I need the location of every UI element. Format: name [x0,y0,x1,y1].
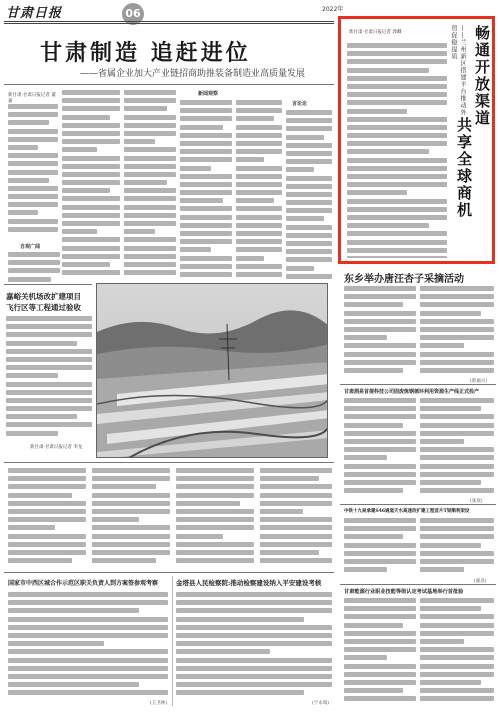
right-headline-4: 甘肃能源行业职业技能等级认定考试基地举行首批验 [344,589,464,595]
left-column-heading: 自观广闻 [20,244,41,250]
photo-story-text [6,316,92,436]
lower-column-3 [176,468,254,568]
lead-column-1 [8,104,58,239]
lead-headline: 甘肃制造 追赶进位 [40,40,251,66]
right-article-3-col-b [420,518,494,578]
section-label-commentary: 言论论 [292,101,308,107]
bottom-article-1-text [8,592,168,697]
lead-column-3 [124,90,176,280]
right-article-4-col-b [420,598,494,706]
lead-column-4 [180,100,232,280]
bottom-article-2-text [176,592,332,697]
lower-column-1 [8,468,86,568]
lower-column-4 [260,468,332,568]
right-article-2-col-b [420,398,494,498]
lead-column-6 [286,110,332,280]
feature-byline: 新甘肃·甘肃日报记者 郭卿 [349,30,402,35]
lead-column-1b [8,252,60,284]
photo-credit: 新甘肃·甘肃日报记者 李龙 [30,445,83,450]
right-divider-2 [340,504,496,505]
right-headline-1: 东乡举办唐汪杏子采摘活动 [344,274,464,285]
lower-column-2 [92,468,170,568]
bottom-divider [4,572,334,573]
bottom-article-2-source: (宁永瑞) [312,701,330,706]
right-divider-3 [340,584,496,585]
newspaper-logo: 甘肃日报 [6,6,63,21]
mid-divider [4,462,334,463]
right-article-4-col-a [344,598,416,706]
issue-date: 2022年 [322,6,344,13]
right-article-3-source: (嘉彦) [474,579,487,584]
right-article-1-col-a [344,286,416,378]
feature-subtitle: ——兰州新区搭建平台推动外贸促稳提质 [450,25,466,116]
aerial-landscape-image [97,284,328,458]
right-headline-2: 甘肃酒泉首提科技公司固废炼钢循环利用资源生产线正式投产 [344,389,480,395]
lead-divider [4,84,334,85]
feature-title-col1: 畅通开放渠道 [473,25,491,127]
right-article-1-source: (新福兴) [470,379,488,384]
right-article-2-source: (张欢) [470,499,483,504]
feature-title-col2: 共享全球商机 [455,117,473,219]
feature-box [338,16,495,264]
section-label-news: 新闻观察 [198,91,219,97]
lead-subhead: ——省属企业加大产业链招商助推装备制造业高质量发展 [80,69,306,79]
page-number-badge: 06 [122,3,144,25]
right-headline-3: 中铁十九局承建S46通道天水高速改扩建工程首片T梁顺利架设 [344,509,470,514]
lead-column-5 [236,100,282,280]
right-article-1-col-b [420,286,494,378]
aerial-photo [96,283,328,458]
right-article-2-col-a [344,398,416,498]
photo-story-title: 嘉峪关机场改扩建项目 [6,292,81,301]
bottom-headline-2: 金塔县人民检察院:推动检察建设纳入平安建设考核 [176,579,322,587]
header-rule-thin [4,23,334,24]
bottom-headline-1: 国家市中西区城合作示范区职关负责人到方案签参观考察 [8,580,159,587]
header-rule [4,21,334,22]
lead-byline: 新甘肃·甘肃日报记者 董嘉 [8,93,56,104]
photo-story-rule [4,284,92,285]
bottom-article-1-source: (王卫林) [150,701,168,706]
lead-column-2 [62,90,120,280]
feature-body-text [347,43,447,258]
bottom-col-divider [172,576,173,706]
photo-story-title-line2: 飞行区等工程通过验收 [6,303,81,312]
right-article-3-col-a [344,518,416,578]
right-divider-1 [340,384,496,385]
